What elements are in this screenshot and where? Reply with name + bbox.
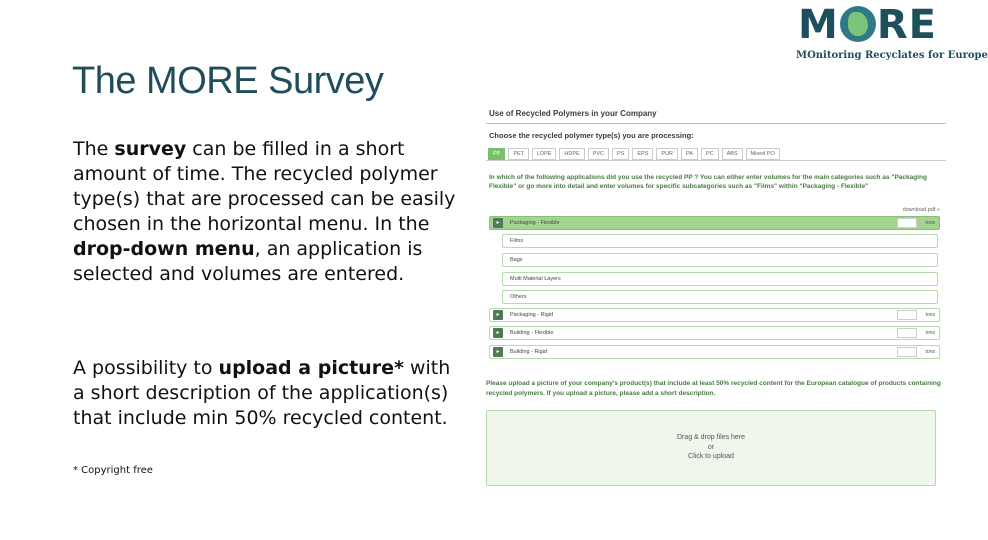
tab-pa[interactable]: PA (681, 148, 698, 160)
subcategory-films[interactable]: Films (502, 234, 938, 248)
dropzone-line-1: Drag & drop files here (676, 434, 746, 441)
chevron-right-icon[interactable]: ▸ (493, 310, 503, 320)
logo-wordmark: M RE (798, 2, 937, 48)
tab-hdpe[interactable]: HDPE (559, 148, 584, 160)
subcategory-others[interactable]: Others (502, 290, 938, 304)
heading-divider (486, 123, 946, 124)
survey-description: The survey can be filled in a short amount of time. The recycled polymer type(s) that are processed can be easily chosen in the horizontal menu. In the drop-down menu, an application is selected and volumes are entered. (73, 138, 456, 285)
logo-tagline: MOnitoring Recyclates for Europe (796, 50, 988, 61)
volume-input[interactable] (897, 218, 917, 228)
category-packaging-rigid[interactable]: ▸ Packaging - Rigid tons (489, 308, 940, 322)
category-packaging-flexible[interactable]: ▸ Packaging - Flexible tons (489, 216, 940, 230)
polymer-tabs (488, 148, 780, 160)
more-logo (796, 2, 988, 64)
tab-pur[interactable]: PUR (656, 148, 678, 160)
tabs-divider (486, 160, 946, 161)
tab-mixed-po[interactable]: Mixed PO (746, 148, 780, 160)
subcategory-bags[interactable]: Bags (502, 253, 938, 267)
chevron-right-icon[interactable]: ▸ (493, 328, 503, 338)
survey-screenshot (480, 104, 946, 490)
tab-abs[interactable]: ABS (722, 148, 743, 160)
tab-pet[interactable]: PET (508, 148, 529, 160)
chevron-right-icon[interactable]: ▸ (493, 218, 503, 228)
category-building-flexible[interactable]: ▸ Building - Flexible tons (489, 326, 940, 340)
download-pdf-link[interactable]: download pdf » (902, 207, 940, 213)
dropzone-line-2: or (707, 443, 715, 451)
dropzone-line-3: Click to upload (688, 453, 734, 460)
subcategory-multi-material-layers[interactable]: Multi Material Layers (502, 272, 938, 286)
category-building-rigid[interactable]: ▸ Building - Rigid tons (489, 345, 940, 359)
slide-title: The MORE Survey (72, 60, 384, 102)
tab-ps[interactable]: PS (612, 148, 629, 160)
chevron-right-icon[interactable]: ▸ (493, 347, 503, 357)
polymer-prompt: Choose the recycled polymer type(s) you are processing: (489, 131, 694, 140)
globe-icon (840, 6, 876, 42)
tab-pvc[interactable]: PVC (588, 148, 609, 160)
tab-eps[interactable]: EPS (632, 148, 653, 160)
applications-question: In which of the following applications did you use the recycled PP ? You can either enter volumes for the main categories such as "Packaging Flexible" or go more into detail and enter volumes for specific subcategories such as "Films" within "Packaging - Flexible" (489, 174, 927, 190)
upload-description: A possibility to upload a picture* with a short description of the application(s) that include min 50% recycled content. (73, 357, 451, 429)
tab-pc[interactable]: PC (701, 148, 719, 160)
tab-ldpe[interactable]: LDPE (532, 148, 556, 160)
survey-heading: Use of Recycled Polymers in your Company (489, 109, 657, 118)
volume-input[interactable] (897, 328, 917, 338)
file-dropzone[interactable] (486, 410, 936, 486)
volume-input[interactable] (897, 347, 917, 357)
tab-pp[interactable]: PP (488, 148, 505, 160)
footnote: * Copyright free (73, 465, 153, 476)
volume-input[interactable] (897, 310, 917, 320)
upload-instructions: Please upload a picture of your company's product(s) that include at least 50% recycled content for the European catalogue of products containing recycled polymers. If you upload a picture, please add a short description. (486, 380, 941, 397)
